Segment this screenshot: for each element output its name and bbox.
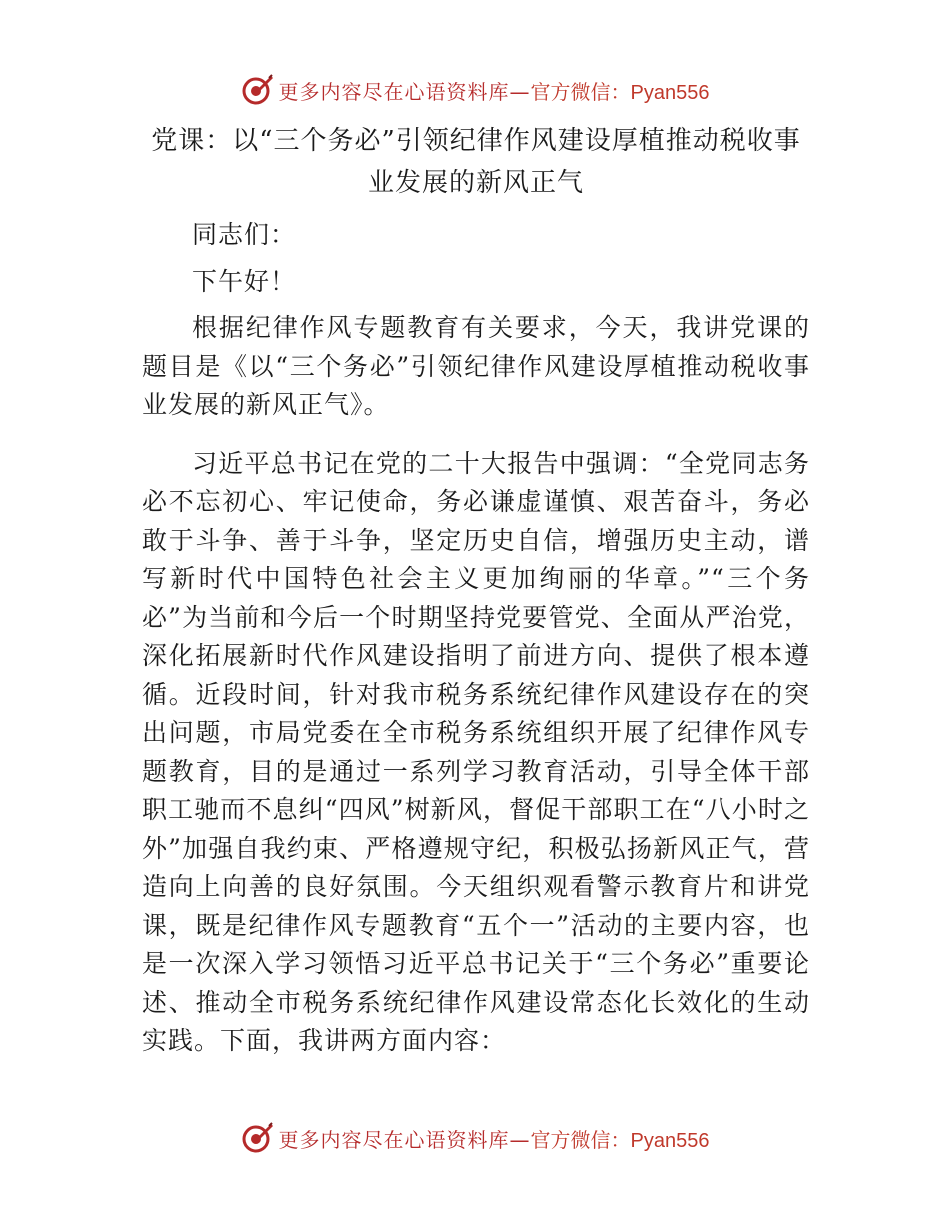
watermark-site-text: 更多内容尽在心语资料库— [278, 1127, 531, 1152]
greeting: 同志们： [192, 220, 297, 249]
pen-logo-icon [241, 1121, 275, 1155]
pen-logo-icon [241, 73, 275, 107]
salutation: 下午好！ [192, 266, 297, 296]
paragraph-main: 习近平总书记在党的二十大报告中强调：“全党同志务必不忘初心、牢记使命，务必谦虚谨慎、艰苦奋斗，务必敢于斗争、善于斗争，坚定历史自信，增强历史主动，谱写新时代中国特色社会主义更加绚丽的华章。”“三个务必”为当前和今后一个时期坚持党要管党、全面从严治党，深化拓展新时代作风建设指明了前进方向、提供了根本遵循。近段时间，针对我市税务系统纪律作风建设存在的突出问题，市局党委在全市税务系统组织开展了纪律作风专题教育，目的是通过一系列学习教育活动，引导全体干部职工驰而不息纠“四风”树新风，督促干部职工在“八小时之外”加强自我约束、严格遵规守纪，积极弘扬新风正气，营造向上向善的良好氛围。今天组织观看警示教育片和讲党课，既是纪律作风专题教育“五个一”活动的主要内容，也是一次深入学习领悟习近平总书记关于“三个务必”重要论述、推动全市税务系统纪律作风建设常态化长效化的生动实践。下面，我讲两方面内容： [142, 448, 810, 1055]
document-title: 党课：以“三个务必”引领纪律作风建设厚植推动税收事业发展的新风正气 [151, 126, 801, 198]
paragraph-intro: 根据纪律作风专题教育有关要求，今天，我讲党课的题目是《以“三个务必”引领纪律作风建设厚植推动税收事业发展的新风正气》。 [142, 313, 810, 419]
watermark-wechat-text: 官方微信：Pyan556 [530, 81, 710, 104]
watermark-site-text: 更多内容尽在心语资料库— [278, 79, 531, 104]
header-watermark [0, 70, 950, 110]
document-body [142, 120, 810, 1069]
footer-watermark [0, 1118, 950, 1158]
watermark-wechat-text: 官方微信：Pyan556 [530, 1129, 710, 1152]
